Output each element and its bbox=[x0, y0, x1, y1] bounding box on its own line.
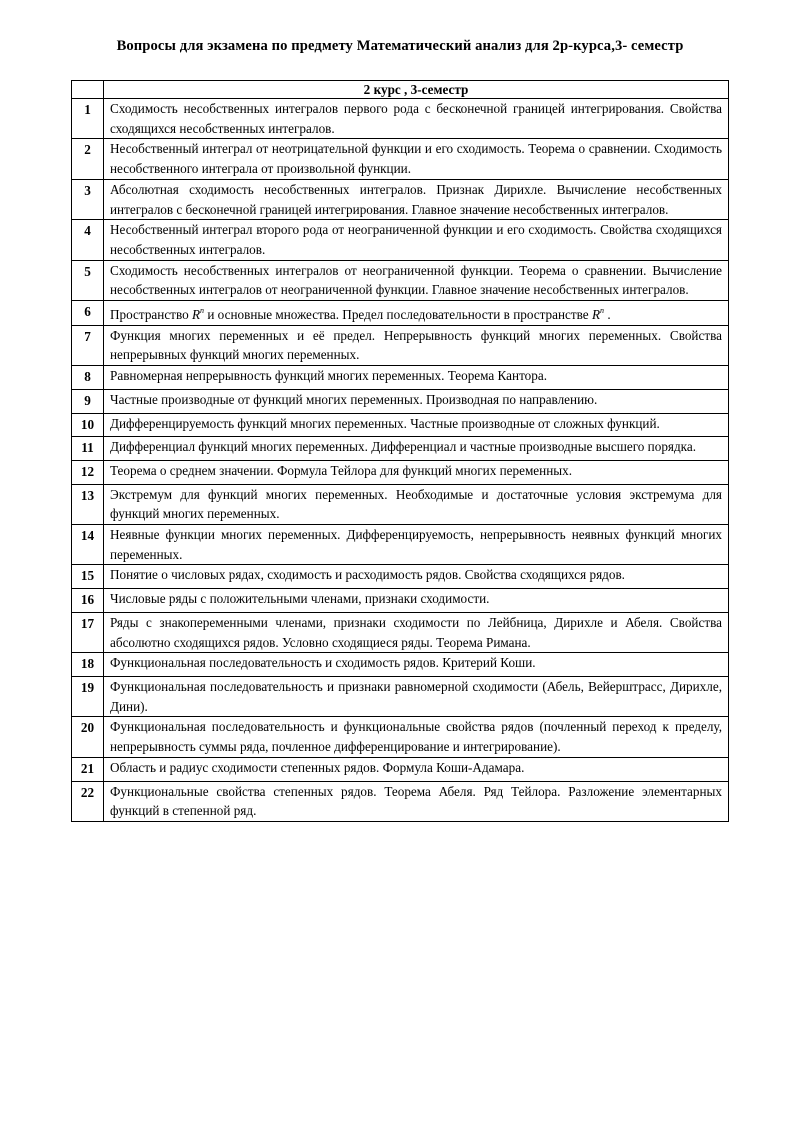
header-empty-cell bbox=[72, 81, 104, 99]
table-row bbox=[72, 260, 729, 300]
question-text: Область и радиус сходимости степенных рядов. Формула Коши-Адамара. bbox=[104, 757, 729, 781]
question-number: 8 bbox=[72, 366, 104, 390]
table-header-row bbox=[72, 81, 729, 99]
question-number: 11 bbox=[72, 437, 104, 461]
question-text bbox=[104, 301, 729, 326]
question-text: Дифференцируемость функций многих переменных. Частные производные от сложных функций. bbox=[104, 413, 729, 437]
question-text: Ряды с знакопеременными членами, признаки сходимости по Лейбница, Дирихле и Абеля. Свойства абсолютно сходящихся рядов. Условно сходящиеся ряды. Теорема Римана. bbox=[104, 612, 729, 652]
space-dimension: n bbox=[200, 306, 205, 316]
table-row bbox=[72, 99, 729, 139]
table-row bbox=[72, 301, 729, 326]
question-number: 7 bbox=[72, 325, 104, 365]
table-row bbox=[72, 565, 729, 589]
table-row bbox=[72, 325, 729, 365]
question-text: Равномерная непрерывность функций многих переменных. Теорема Кантора. bbox=[104, 366, 729, 390]
table-row bbox=[72, 781, 729, 821]
question-number: 22 bbox=[72, 781, 104, 821]
question-text: Теорема о среднем значении. Формула Тейлора для функций многих переменных. bbox=[104, 460, 729, 484]
table-row bbox=[72, 717, 729, 757]
question-number: 2 bbox=[72, 139, 104, 179]
question-number: 19 bbox=[72, 676, 104, 716]
question-text: Абсолютная сходимость несобственных интегралов. Признак Дирихле. Вычисление несобственных интегралов с бесконечной границей интегрирования. Главное значение несобственных интегралов. bbox=[104, 179, 729, 219]
question-text: Дифференциал функций многих переменных. Дифференциал и частные производные высшего порядка. bbox=[104, 437, 729, 461]
text-part: Пространство bbox=[110, 307, 192, 323]
table-row bbox=[72, 757, 729, 781]
question-number: 12 bbox=[72, 460, 104, 484]
question-text: Несобственный интеграл от неотрицательной функции и его сходимость. Теорема о сравнении. Сходимость несобственного интеграла от произвольной функции. bbox=[104, 139, 729, 179]
question-number: 6 bbox=[72, 301, 104, 326]
question-number: 20 bbox=[72, 717, 104, 757]
table-row bbox=[72, 179, 729, 219]
question-text: Функциональная последовательность и признаки равномерной сходимости (Абель, Вейерштрасс, Дирихле, Дини). bbox=[104, 676, 729, 716]
question-text: Неявные функции многих переменных. Дифференцируемость, непрерывность неявных функций многих переменных. bbox=[104, 525, 729, 565]
table-row bbox=[72, 653, 729, 677]
question-number: 21 bbox=[72, 757, 104, 781]
question-number: 16 bbox=[72, 589, 104, 613]
question-number: 14 bbox=[72, 525, 104, 565]
question-text: Сходимость несобственных интегралов от неограниченной функции. Теорема о сравнении. Вычисление несобственных интегралов от неограниченной функции. Главное значение несобственных интегралов. bbox=[104, 260, 729, 300]
questions-table bbox=[71, 80, 729, 822]
question-text: Функциональная последовательность и функциональные свойства рядов (почленный переход к пределу, непрерывность суммы ряда, почленное дифференцирование и интегрирование). bbox=[104, 717, 729, 757]
table-row bbox=[72, 484, 729, 524]
question-text: Понятие о числовых рядах, сходимость и расходимость рядов. Свойства сходящихся рядов. bbox=[104, 565, 729, 589]
space-dimension: n bbox=[600, 306, 605, 316]
text-part: . bbox=[604, 307, 611, 323]
question-number: 3 bbox=[72, 179, 104, 219]
question-number: 18 bbox=[72, 653, 104, 677]
table-row bbox=[72, 437, 729, 461]
question-text: Функциональная последовательность и сходимость рядов. Критерий Коши. bbox=[104, 653, 729, 677]
table-row bbox=[72, 612, 729, 652]
question-text: Экстремум для функций многих переменных. Необходимые и достаточные условия экстремума для функций многих переменных. bbox=[104, 484, 729, 524]
table-row bbox=[72, 366, 729, 390]
question-number: 1 bbox=[72, 99, 104, 139]
space-symbol: R bbox=[191, 307, 201, 323]
table-row bbox=[72, 413, 729, 437]
question-text: Функциональные свойства степенных рядов. Теорема Абеля. Ряд Тейлора. Разложение элементарных функций в степенной ряд. bbox=[104, 781, 729, 821]
table-row bbox=[72, 139, 729, 179]
question-number: 5 bbox=[72, 260, 104, 300]
question-number: 17 bbox=[72, 612, 104, 652]
table-row bbox=[72, 460, 729, 484]
space-symbol: R bbox=[591, 307, 601, 323]
question-text: Частные производные от функций многих переменных. Производная по направлению. bbox=[104, 389, 729, 413]
question-number: 10 bbox=[72, 413, 104, 437]
table-header: 2 курс , 3-семестр bbox=[104, 81, 729, 99]
question-number: 15 bbox=[72, 565, 104, 589]
question-number: 9 bbox=[72, 389, 104, 413]
table-row bbox=[72, 676, 729, 716]
question-text: Сходимость несобственных интегралов первого рода с бесконечной границей интегрирования. Свойства сходящихся несобственных интегралов. bbox=[104, 99, 729, 139]
question-text: Функция многих переменных и её предел. Непрерывность функций многих переменных. Свойства непрерывных функций многих переменных. bbox=[104, 325, 729, 365]
question-number: 4 bbox=[72, 220, 104, 260]
question-text: Числовые ряды с положительными членами, признаки сходимости. bbox=[104, 589, 729, 613]
question-text: Несобственный интеграл второго рода от неограниченной функции и его сходимость. Свойства сходящихся несобственных интегралов. bbox=[104, 220, 729, 260]
table-row bbox=[72, 389, 729, 413]
page-title: Вопросы для экзамена по предмету Математический анализ для 2р-курса,3- семестр bbox=[116, 38, 684, 54]
question-number: 13 bbox=[72, 484, 104, 524]
table-row bbox=[72, 525, 729, 565]
table-row bbox=[72, 220, 729, 260]
table-row bbox=[72, 589, 729, 613]
text-part: и основные множества. Предел последовательности в пространстве bbox=[204, 307, 592, 323]
